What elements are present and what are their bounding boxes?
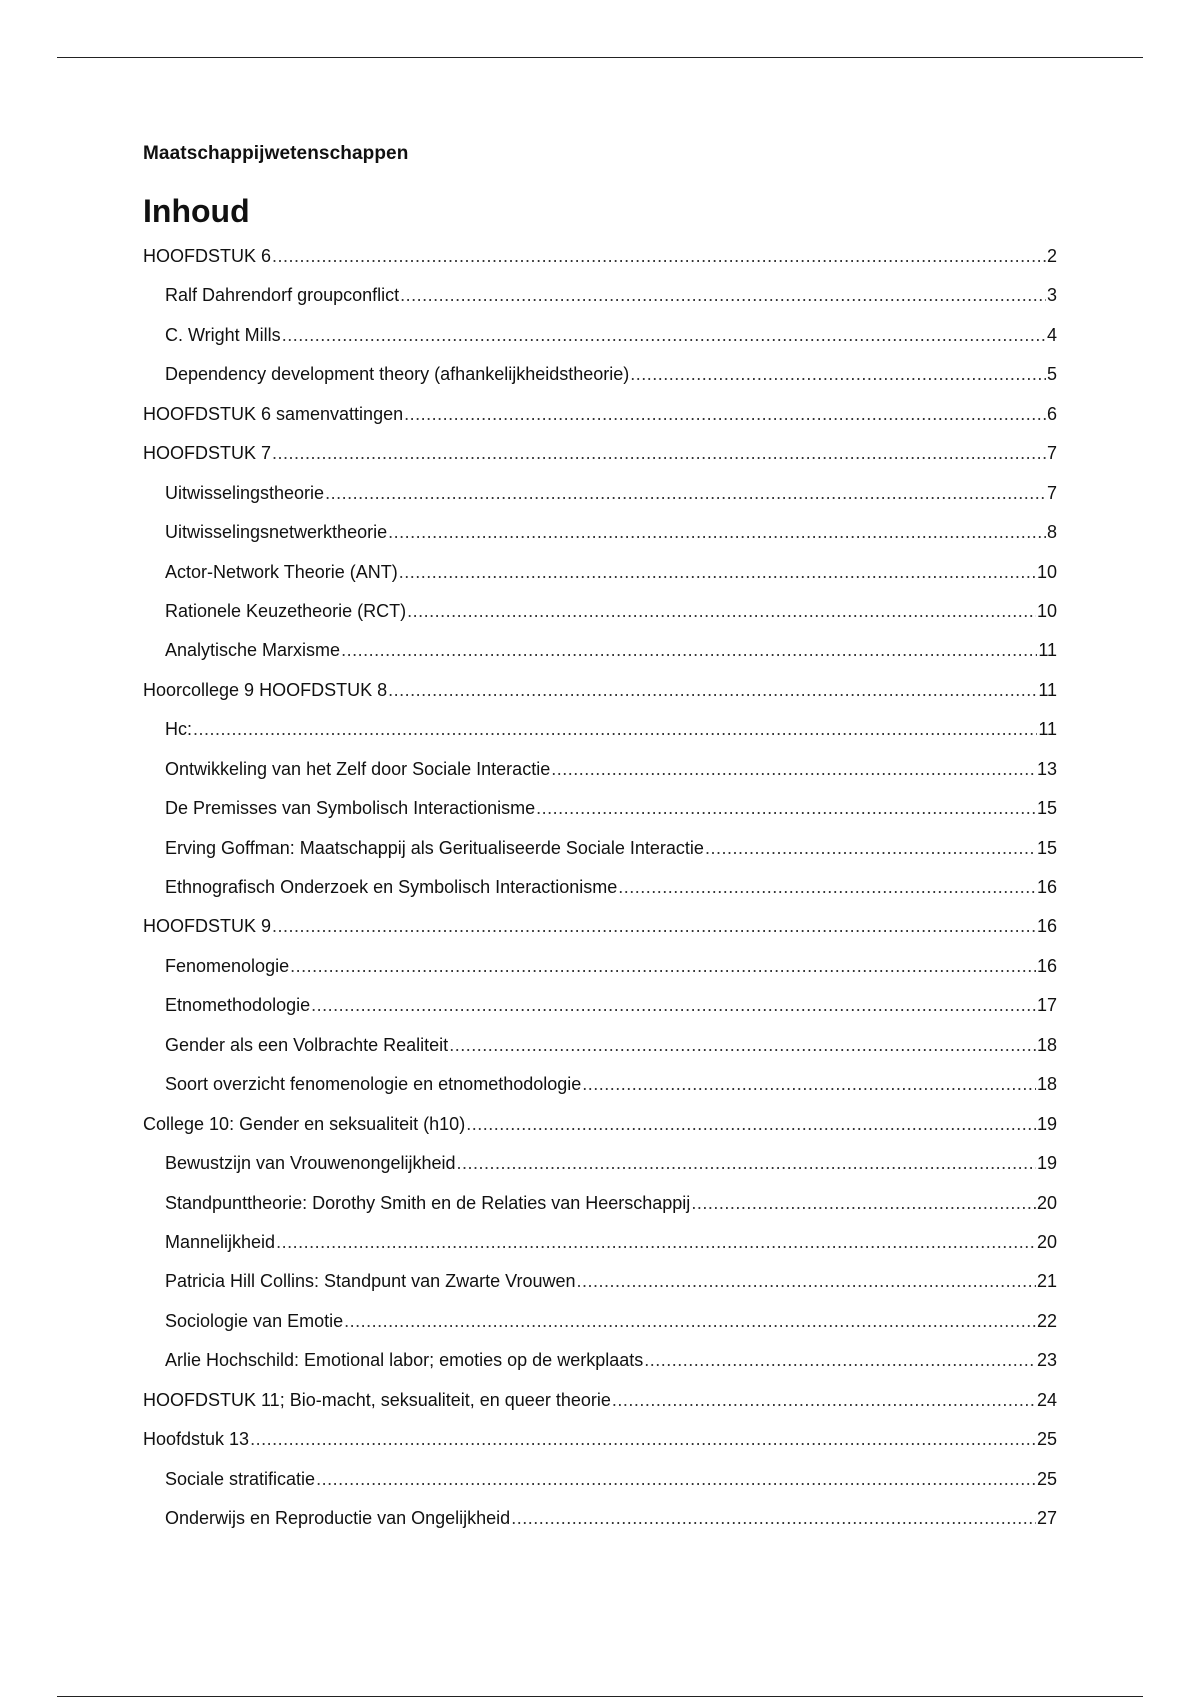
toc-entry[interactable] bbox=[143, 719, 1057, 758]
toc-entry-page-number: 25 bbox=[1036, 1429, 1057, 1450]
toc-dot-leader bbox=[193, 719, 1037, 740]
toc-entry-page-number: 15 bbox=[1036, 798, 1057, 819]
toc-entry-title: Soort overzicht fenomenologie en etnomethodologie bbox=[165, 1074, 582, 1095]
toc-entry-page-number: 22 bbox=[1036, 1310, 1057, 1331]
document-title: Maatschappijwetenschappen bbox=[143, 143, 409, 164]
toc-entry[interactable] bbox=[143, 1114, 1057, 1153]
toc-dot-leader bbox=[316, 1469, 1036, 1490]
toc-entry[interactable] bbox=[143, 640, 1057, 679]
toc-entry-title: Uitwisselingsnetwerktheorie bbox=[165, 522, 388, 543]
toc-dot-leader bbox=[325, 483, 1046, 504]
toc-entry[interactable] bbox=[143, 562, 1057, 601]
toc-entry-title: Arlie Hochschild: Emotional labor; emoties op de werkplaats bbox=[165, 1350, 644, 1371]
toc-heading: Inhoud bbox=[143, 193, 250, 229]
toc-entry-title: Fenomenologie bbox=[165, 955, 290, 976]
toc-entry[interactable] bbox=[143, 601, 1057, 640]
toc-entry-title: Rationele Keuzetheorie (RCT) bbox=[165, 600, 407, 621]
toc-entry[interactable] bbox=[143, 1429, 1057, 1468]
toc-entry-page-number: 16 bbox=[1036, 877, 1057, 897]
toc-entry[interactable] bbox=[143, 522, 1057, 561]
toc-dot-leader bbox=[404, 404, 1046, 425]
toc-entry[interactable] bbox=[143, 1350, 1057, 1389]
toc-entry-title: HOOFDSTUK 7 bbox=[143, 443, 272, 464]
toc-entry[interactable] bbox=[143, 759, 1057, 798]
toc-entry-title: Mannelijkheid bbox=[165, 1231, 276, 1252]
toc-entry-title: Bewustzijn van Vrouwenongelijkheid bbox=[165, 1153, 456, 1174]
toc-entry-page-number: 11 bbox=[1038, 640, 1057, 661]
toc-dot-leader bbox=[282, 325, 1046, 346]
toc-entry-title: Analytische Marxisme bbox=[165, 640, 341, 661]
toc-entry[interactable] bbox=[143, 916, 1057, 955]
toc-entry[interactable] bbox=[143, 838, 1057, 877]
toc-entry-page-number: 17 bbox=[1036, 995, 1057, 1016]
toc-dot-leader bbox=[705, 838, 1036, 859]
toc-entry-title: Hc: bbox=[165, 719, 192, 740]
toc-entry[interactable] bbox=[143, 1469, 1057, 1508]
toc-entry[interactable] bbox=[143, 1311, 1057, 1350]
toc-entry-title: HOOFDSTUK 6 bbox=[143, 246, 272, 266]
toc-dot-leader bbox=[250, 1429, 1036, 1450]
toc-entry-page-number: 10 bbox=[1036, 600, 1057, 621]
toc-dot-leader bbox=[311, 995, 1036, 1016]
toc-dot-leader bbox=[399, 562, 1036, 583]
toc-entry-title: Etnomethodologie bbox=[165, 995, 311, 1016]
table-of-contents bbox=[143, 246, 1057, 1547]
footer-rule bbox=[57, 1696, 1143, 1697]
toc-entry-page-number: 10 bbox=[1036, 561, 1057, 582]
toc-entry[interactable] bbox=[143, 364, 1057, 403]
toc-entry-page-number: 19 bbox=[1036, 1113, 1057, 1134]
toc-dot-leader bbox=[691, 1193, 1036, 1214]
toc-entry-page-number: 7 bbox=[1046, 482, 1057, 503]
toc-entry[interactable] bbox=[143, 798, 1057, 837]
toc-dot-leader bbox=[630, 364, 1046, 385]
toc-entry-page-number: 8 bbox=[1046, 522, 1057, 543]
toc-entry-title: Hoofdstuk 13 bbox=[143, 1429, 250, 1450]
toc-entry-page-number: 27 bbox=[1036, 1508, 1057, 1528]
toc-entry[interactable] bbox=[143, 877, 1057, 916]
toc-entry-page-number: 2 bbox=[1046, 246, 1057, 266]
toc-entry[interactable] bbox=[143, 1390, 1057, 1429]
toc-entry-title: Standpunttheorie: Dorothy Smith en de Relaties van Heerschappij bbox=[165, 1192, 691, 1213]
toc-entry-page-number: 4 bbox=[1046, 324, 1057, 345]
toc-entry-title: College 10: Gender en seksualiteit (h10) bbox=[143, 1113, 466, 1134]
toc-entry-title: Ontwikkeling van het Zelf door Sociale Interactie bbox=[165, 758, 551, 779]
toc-entry-title: HOOFDSTUK 9 bbox=[143, 916, 272, 937]
toc-entry[interactable] bbox=[143, 246, 1057, 285]
toc-entry[interactable] bbox=[143, 443, 1057, 482]
toc-dot-leader bbox=[388, 680, 1037, 701]
toc-entry-page-number: 16 bbox=[1036, 916, 1057, 937]
toc-entry-title: Sociale stratificatie bbox=[165, 1468, 316, 1489]
toc-dot-leader bbox=[644, 1350, 1036, 1371]
toc-entry-title: C. Wright Mills bbox=[165, 324, 281, 345]
toc-entry[interactable] bbox=[143, 1271, 1057, 1310]
toc-entry[interactable] bbox=[143, 995, 1057, 1034]
toc-entry-page-number: 24 bbox=[1036, 1389, 1057, 1410]
toc-dot-leader bbox=[341, 640, 1037, 661]
toc-entry-title: Uitwisselingstheorie bbox=[165, 482, 325, 503]
toc-dot-leader bbox=[466, 1114, 1036, 1135]
toc-entry-page-number: 25 bbox=[1036, 1468, 1057, 1489]
toc-dot-leader bbox=[290, 956, 1036, 977]
toc-dot-leader bbox=[272, 916, 1036, 937]
toc-entry-title: Patricia Hill Collins: Standpunt van Zwarte Vrouwen bbox=[165, 1271, 576, 1292]
toc-dot-leader bbox=[582, 1074, 1036, 1095]
toc-entry-title: Gender als een Volbrachte Realiteit bbox=[165, 1034, 449, 1055]
toc-dot-leader bbox=[551, 759, 1036, 780]
toc-entry[interactable] bbox=[143, 956, 1057, 995]
toc-entry[interactable] bbox=[143, 1232, 1057, 1271]
toc-entry-page-number: 23 bbox=[1036, 1350, 1057, 1371]
toc-entry-page-number: 21 bbox=[1036, 1271, 1057, 1292]
toc-entry-page-number: 11 bbox=[1038, 719, 1057, 740]
toc-entry-page-number: 5 bbox=[1046, 364, 1057, 385]
toc-entry-page-number: 16 bbox=[1036, 955, 1057, 976]
toc-entry-title: HOOFDSTUK 11; Bio-macht, seksualiteit, en queer theorie bbox=[143, 1389, 611, 1410]
toc-entry-page-number: 18 bbox=[1036, 1034, 1057, 1055]
toc-entry-page-number: 19 bbox=[1036, 1153, 1057, 1174]
toc-entry[interactable] bbox=[143, 483, 1057, 522]
toc-entry[interactable] bbox=[143, 1153, 1057, 1192]
toc-dot-leader bbox=[511, 1508, 1036, 1529]
toc-entry[interactable] bbox=[143, 1035, 1057, 1074]
toc-dot-leader bbox=[449, 1035, 1036, 1056]
toc-dot-leader bbox=[407, 601, 1036, 622]
toc-entry-page-number: 13 bbox=[1036, 758, 1057, 779]
toc-entry[interactable] bbox=[143, 680, 1057, 719]
toc-entry[interactable] bbox=[143, 1074, 1057, 1113]
toc-entry[interactable] bbox=[143, 1508, 1057, 1547]
toc-entry-title: Ethnografisch Onderzoek en Symbolisch Interactionisme bbox=[165, 877, 618, 897]
toc-entry-page-number: 3 bbox=[1046, 285, 1057, 306]
toc-entry[interactable] bbox=[143, 1193, 1057, 1232]
toc-entry[interactable] bbox=[143, 404, 1057, 443]
toc-entry-title: Sociologie van Emotie bbox=[165, 1310, 344, 1331]
toc-entry-page-number: 20 bbox=[1036, 1231, 1057, 1252]
toc-dot-leader bbox=[272, 246, 1046, 267]
toc-dot-leader bbox=[400, 285, 1046, 306]
toc-entry-title: Dependency development theory (afhankelijkheidstheorie) bbox=[165, 364, 630, 385]
toc-dot-leader bbox=[577, 1271, 1036, 1292]
toc-dot-leader bbox=[618, 877, 1036, 898]
toc-entry-title: Onderwijs en Reproductie van Ongelijkheid bbox=[165, 1508, 511, 1528]
toc-dot-leader bbox=[272, 443, 1046, 464]
toc-entry-page-number: 15 bbox=[1036, 837, 1057, 858]
toc-dot-leader bbox=[276, 1232, 1036, 1253]
toc-entry-title: Hoorcollege 9 HOOFDSTUK 8 bbox=[143, 679, 388, 700]
toc-entry-page-number: 7 bbox=[1046, 443, 1057, 464]
toc-entry-title: Actor-Network Theorie (ANT) bbox=[165, 561, 398, 582]
toc-entry-title: HOOFDSTUK 6 samenvattingen bbox=[143, 403, 404, 424]
toc-entry-page-number: 20 bbox=[1036, 1192, 1057, 1213]
toc-dot-leader bbox=[344, 1311, 1036, 1332]
toc-entry-page-number: 18 bbox=[1036, 1074, 1057, 1095]
toc-entry[interactable] bbox=[143, 285, 1057, 324]
toc-entry-title: De Premisses van Symbolisch Interactionisme bbox=[165, 798, 536, 819]
header-rule bbox=[57, 57, 1143, 58]
toc-dot-leader bbox=[536, 798, 1036, 819]
toc-entry-page-number: 6 bbox=[1046, 403, 1057, 424]
toc-dot-leader bbox=[457, 1153, 1036, 1174]
toc-dot-leader bbox=[612, 1390, 1036, 1411]
toc-entry-title: Erving Goffman: Maatschappij als Geritualiseerde Sociale Interactie bbox=[165, 837, 704, 858]
toc-dot-leader bbox=[388, 522, 1046, 543]
toc-entry-page-number: 11 bbox=[1038, 679, 1057, 700]
toc-entry-title: Ralf Dahrendorf groupconflict bbox=[165, 285, 400, 306]
toc-entry[interactable] bbox=[143, 325, 1057, 364]
